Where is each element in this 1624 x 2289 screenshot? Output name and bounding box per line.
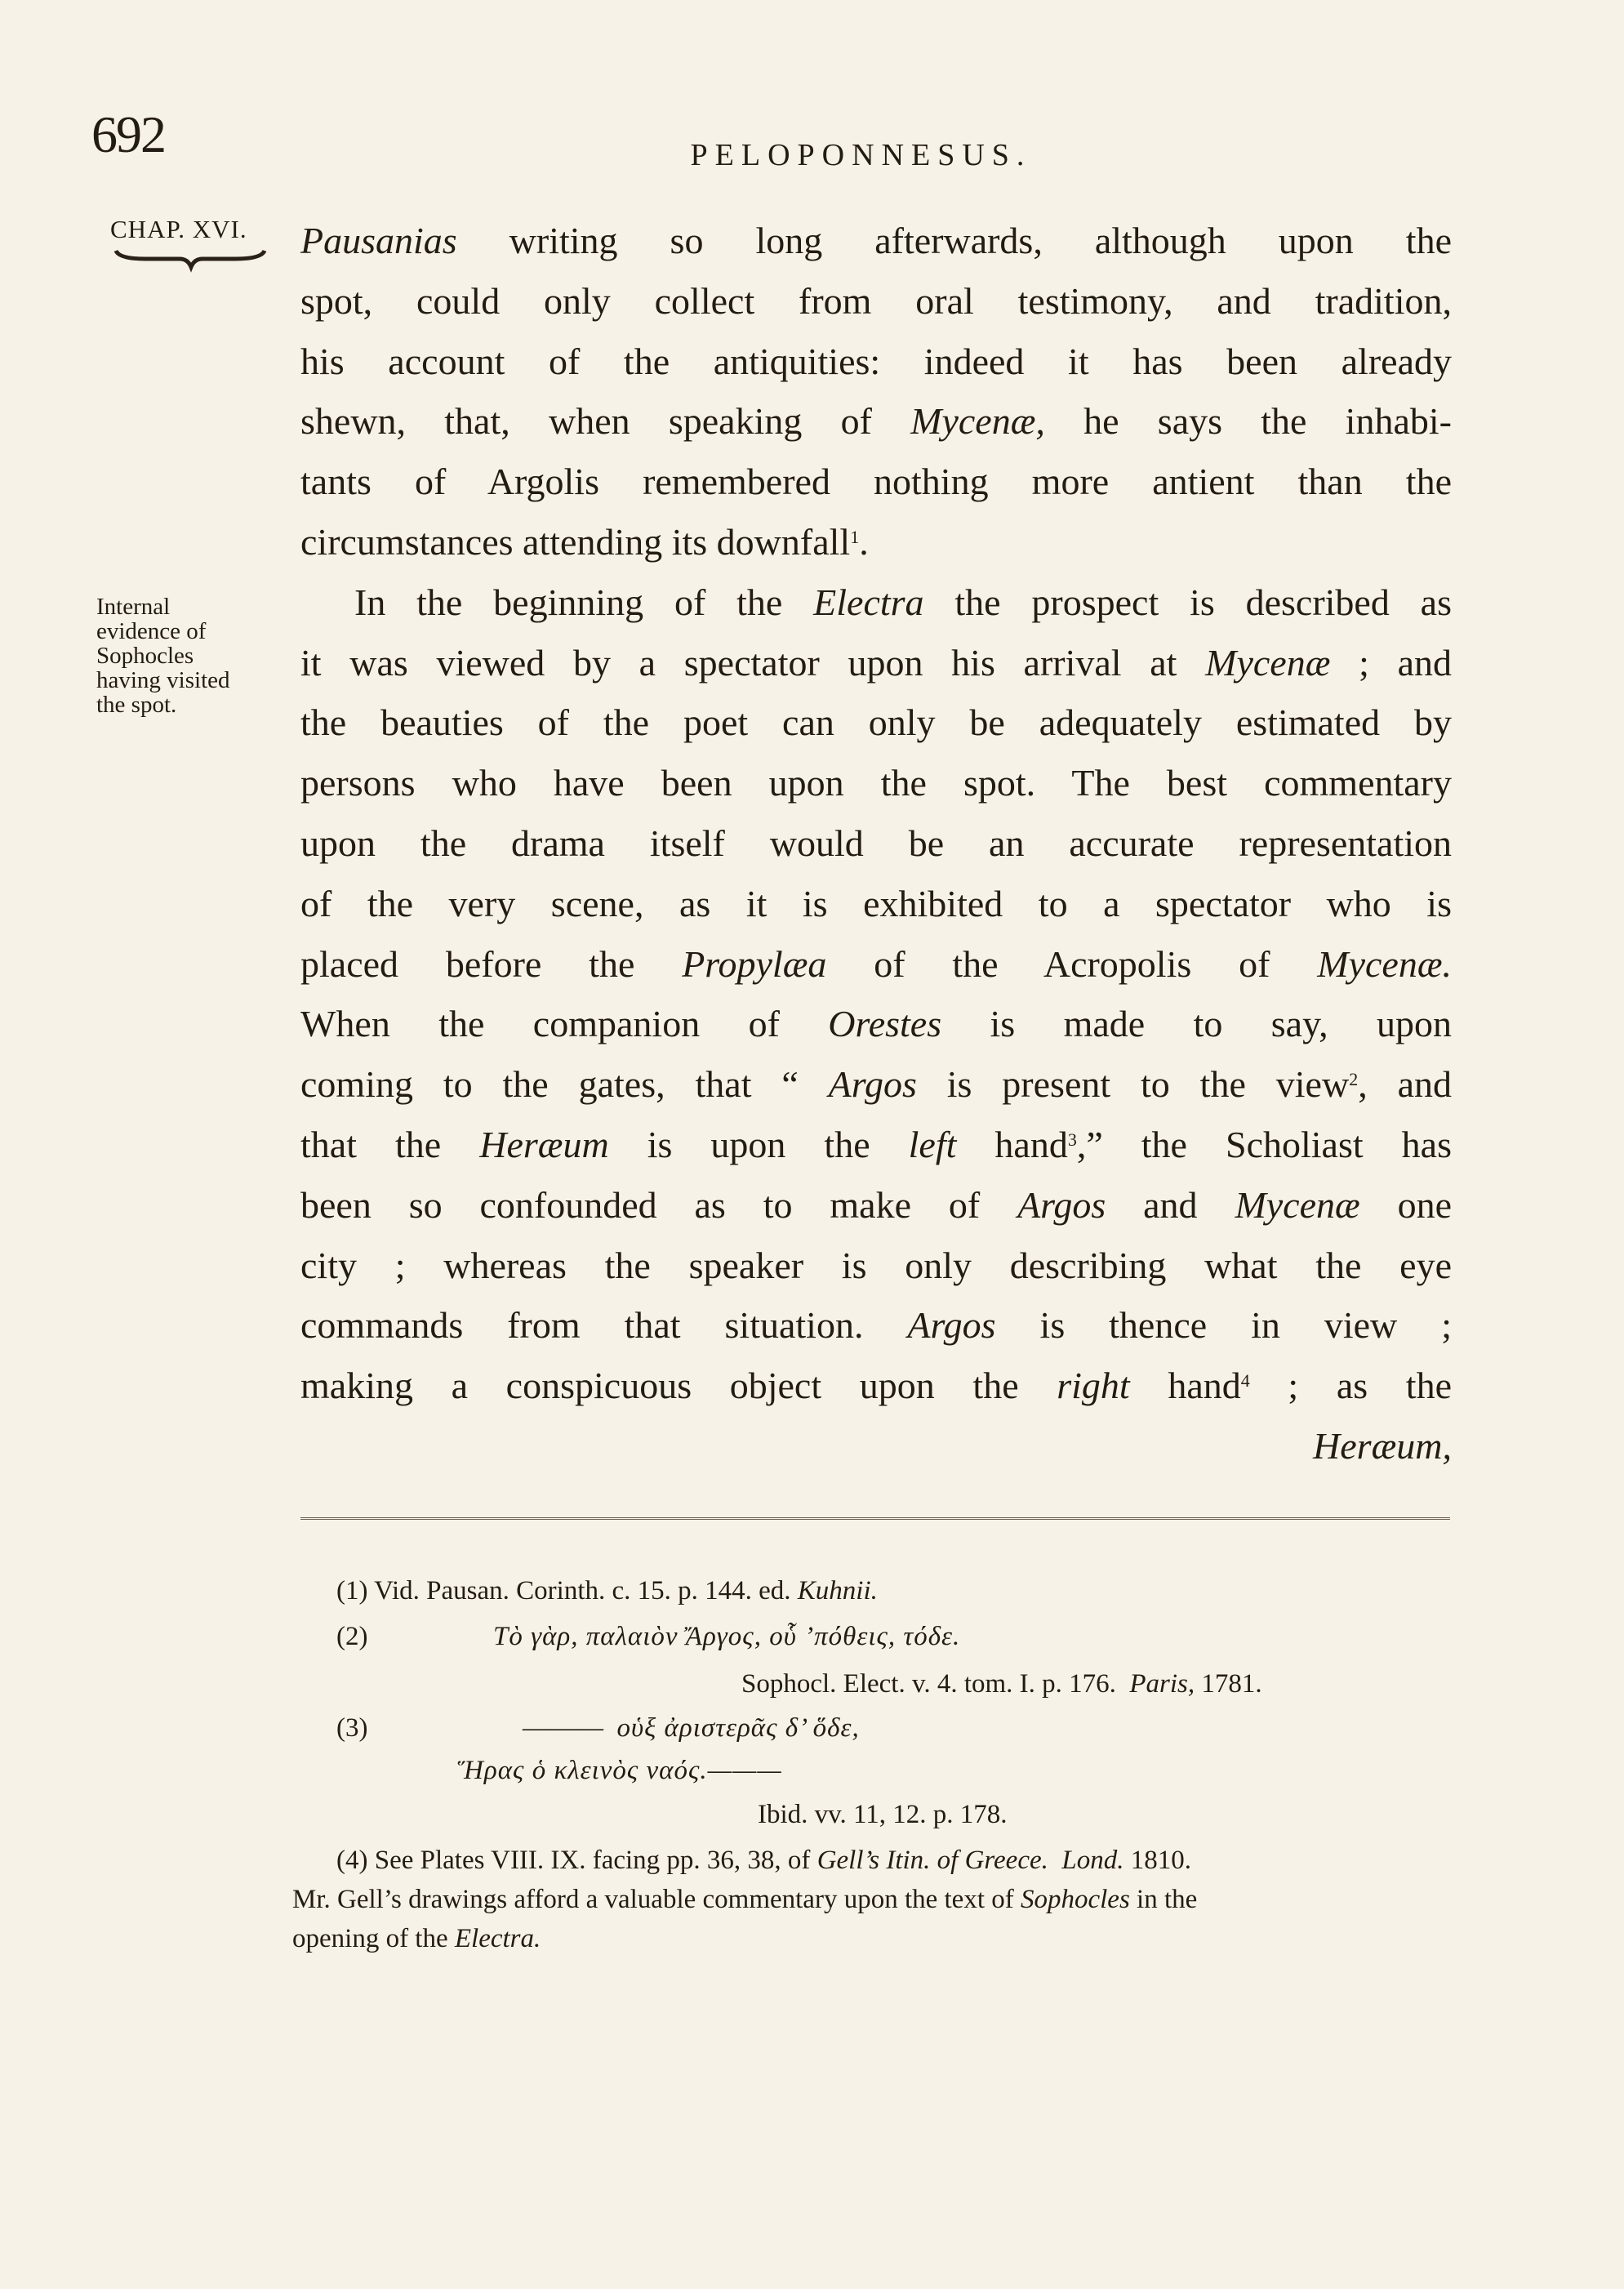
body-text-run: ; and (1330, 641, 1452, 684)
body-text-run: circumstances attending its downfall (300, 521, 851, 563)
body-text-run: his account of the antiquities: indeed it has been already (300, 340, 1452, 382)
body-line (300, 1054, 1452, 1115)
footnote-editor: Kuhnii. (797, 1576, 878, 1605)
footnote-text: Vid. Pausan. Corinth. c. 15. p. 144. ed. (374, 1576, 791, 1605)
body-text-run: coming to the gates, that “ (300, 1063, 829, 1106)
body-text-run: . (859, 521, 869, 563)
page-number: 692 (91, 105, 165, 163)
body-text-run: persons who have been upon the spot. The best commentary (300, 762, 1452, 804)
body-text-run: Mycenæ, (910, 400, 1045, 443)
body-text-run: Orestes (828, 1003, 942, 1045)
footnote-ref: 3 (1067, 1129, 1077, 1150)
body-text-run: Argos (907, 1304, 996, 1347)
body-text-run: shewn, that, when speaking of (300, 400, 911, 443)
marginal-note-line: Sophocles (96, 643, 194, 669)
body-line (300, 452, 1452, 512)
citation-place: Paris, (1129, 1669, 1195, 1699)
body-text-run: ,” the Scholiast has (1076, 1124, 1452, 1165)
chapter-brace-ornament (113, 247, 268, 275)
footnote-text: Mr. Gell’s drawings afford a valuable commentary upon the text of (292, 1885, 1014, 1914)
footnote-2-citation (741, 1666, 1262, 1702)
body-text-run: making a conspicuous object upon the (300, 1365, 1057, 1407)
body-text-run: Mycenæ (1235, 1183, 1360, 1226)
body-text-run: of the Acropolis of (826, 942, 1318, 985)
body-text-run: writing so long afterwards, although upon the (456, 220, 1452, 261)
body-text-run: ; as the (1249, 1365, 1452, 1407)
marginal-note-line: having visited (96, 667, 230, 693)
body-line (300, 753, 1452, 813)
greek-verse: οὑξ ἀριστερᾶς δ’ ὅδε, (616, 1713, 860, 1743)
body-line (300, 692, 1452, 753)
footnote-text: See Plates VIII. IX. facing pp. 36, 38, of (374, 1846, 811, 1875)
footnote-text: opening of the (292, 1924, 448, 1953)
footnote-2 (336, 1619, 367, 1654)
body-text-run: Pausanias (300, 220, 457, 261)
body-text-run: it was viewed by a spectator upon his arrival at (300, 641, 1206, 684)
footnote-2-greek: Τὸ γὰρ, παλαιὸν Ἄργος, οὗ ’πόθεις, τόδε. (493, 1622, 961, 1651)
body-line (300, 271, 1452, 332)
body-line (300, 1356, 1452, 1416)
body-text-run: is present to the view (916, 1063, 1350, 1106)
footnote-ref: 1 (850, 527, 860, 547)
body-text-run: city ; whereas the speaker is only describing what the eye (300, 1244, 1452, 1286)
body-text-run: is thence in view ; (995, 1304, 1452, 1347)
body-line (300, 1115, 1452, 1175)
body-line (300, 211, 1452, 271)
footnote-play: Electra. (454, 1924, 541, 1953)
body-text-run: Argos (1017, 1183, 1106, 1226)
body-text-run: left (908, 1124, 957, 1165)
footnote-4-line-3 (292, 1921, 541, 1957)
body-text-run: Mycenæ (1205, 641, 1331, 684)
citation-year: 1781. (1201, 1669, 1262, 1699)
body-text-run: placed before the (300, 942, 683, 985)
running-title: PELOPONNESUS. (690, 138, 1032, 172)
marginal-note-line: the spot. (96, 692, 177, 718)
footnote-work: Gell’s Itin. of Greece. (816, 1846, 1048, 1875)
footnote-number: (2) (336, 1622, 368, 1651)
body-line (300, 994, 1452, 1054)
footnote-text: in the (1137, 1885, 1198, 1914)
body-line (300, 934, 1452, 995)
body-line (300, 1416, 1452, 1476)
body-line (300, 813, 1452, 874)
body-text-run: the beauties of the poet can only be adequately estimated by (300, 701, 1452, 744)
body-text-run: Electra (813, 581, 924, 623)
body-text-run: of the very scene, as it is exhibited to a spectator who is (300, 882, 1452, 924)
body-text-run: the prospect is described as (923, 581, 1452, 623)
body-line (300, 572, 1452, 633)
body-text-run: Argos (828, 1063, 917, 1106)
body-line (300, 633, 1452, 693)
body-text-run: Mycenæ. (1317, 942, 1453, 985)
footnote-year: 1810. (1130, 1846, 1191, 1875)
footnote-4-line-2 (292, 1882, 1197, 1917)
footnote-1 (336, 1573, 878, 1609)
body-text-run: tants of Argolis remembered nothing more antient than the (300, 461, 1452, 503)
marginal-note-line: Internal (96, 594, 171, 620)
footnote-ref: 4 (1240, 1370, 1250, 1392)
body-line (300, 1295, 1452, 1356)
body-line (300, 874, 1452, 934)
footnote-3-verse-1 (523, 1710, 860, 1746)
body-text-run: hand (1129, 1365, 1241, 1407)
body-text-run: that the (300, 1124, 480, 1165)
footnote-number: (4) (336, 1846, 368, 1875)
chapter-label: CHAP. XVI. (110, 215, 247, 243)
body-line (300, 1175, 1452, 1236)
footnote-number: (3) (336, 1713, 368, 1743)
body-line (300, 1236, 1452, 1296)
footnote-3 (336, 1710, 367, 1746)
body-text-run: When the companion of (300, 1003, 829, 1045)
body-text-run: Propylæa (682, 942, 827, 985)
marginal-note (96, 595, 284, 717)
body-text-run: hand (956, 1124, 1068, 1165)
body-text-run: upon the drama itself would be an accurate representation (300, 822, 1452, 864)
body-text-run: right (1057, 1365, 1130, 1407)
body-text-run: one (1359, 1183, 1452, 1226)
body-text-run: Heræum (479, 1124, 609, 1165)
citation-text: Sophocl. Elect. v. 4. tom. I. p. 176. (741, 1669, 1116, 1699)
body-line (300, 391, 1452, 452)
body-text-run: , and (1358, 1063, 1452, 1106)
footnote-3-citation: Ibid. vv. 11, 12. p. 178. (758, 1800, 1008, 1829)
marginal-note-line: evidence of (96, 618, 207, 644)
footnote-number: (1) (336, 1576, 368, 1605)
footnote-3-verse-2: Ἥρας ὁ κλεινὸς ναός.——— (457, 1756, 782, 1785)
footnote-ref: 2 (1349, 1069, 1359, 1090)
body-text-run: and (1106, 1183, 1235, 1226)
body-text-run: he says the inhabi- (1044, 400, 1452, 443)
footnote-rule (300, 1517, 1450, 1520)
body-line (300, 332, 1452, 392)
body-text-run: is made to say, upon (941, 1003, 1452, 1045)
body-line (300, 512, 1452, 572)
footnote-author: Sophocles (1020, 1885, 1130, 1914)
body-text-run: In the beginning of the (354, 581, 814, 623)
body-text-run: spot, could only collect from oral testimony, and tradition, (300, 279, 1452, 322)
body-text-run: been so confounded as to make of (300, 1183, 1018, 1226)
verse-dash: ——— (523, 1713, 603, 1743)
footnote-place: Lond. (1061, 1846, 1124, 1875)
body-text-run: is upon the (608, 1124, 909, 1165)
body-text-run: commands from that situation. (300, 1304, 908, 1347)
body-text-run: Heræum, (1313, 1425, 1452, 1467)
footnote-4 (336, 1842, 1191, 1878)
